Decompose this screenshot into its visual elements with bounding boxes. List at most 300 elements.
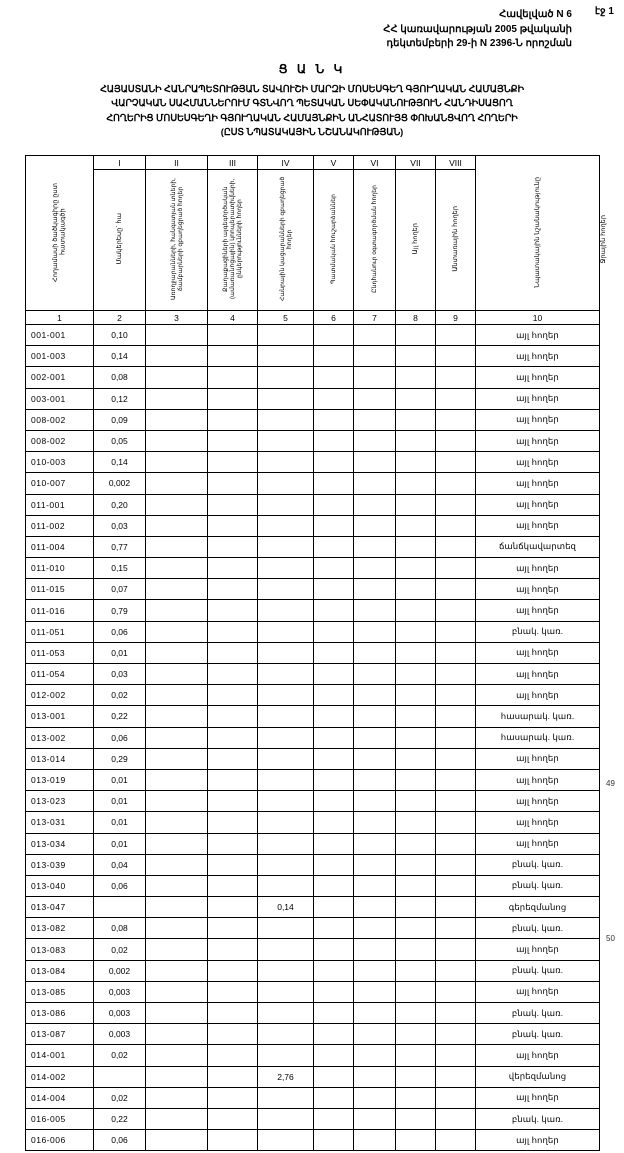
cell-common-use [354, 875, 396, 896]
cell-gardens [208, 642, 258, 663]
cell-common-use [354, 769, 396, 790]
cell-other [396, 960, 436, 981]
cell-area: 0,14 [94, 452, 146, 473]
cell-public-housing [258, 981, 314, 1002]
cell-water [436, 664, 476, 685]
cell-gardens [208, 1066, 258, 1087]
cell-public-housing [258, 515, 314, 536]
cell-monuments [314, 536, 354, 557]
table-row [26, 515, 600, 536]
table-row [26, 685, 600, 706]
cell-code: 011-054 [26, 664, 94, 685]
colnum-4: 4 [208, 311, 258, 325]
colnum-6: 6 [314, 311, 354, 325]
cell-common-use [354, 1003, 396, 1024]
cell-water [436, 1108, 476, 1129]
cell-purpose: գերեզմանոց [476, 897, 600, 918]
subtitle-line-3: ՀՈՂԵՐԻՑ ՄՈՍԵՍԳԵՂԻ ԳՅՈՒՂԱԿԱՆ ՀԱՄԱՅՆՔԻՆ ԱՆՀԱՏՈՒՅՑ ՓՈԽԱՆՑՎՈՂ ՀՈՂԵՐԻ [106, 112, 518, 123]
cell-code: 013-031 [26, 812, 94, 833]
cell-other [396, 558, 436, 579]
cell-purpose: այլ հողեր [476, 515, 600, 536]
cell-code: 013-002 [26, 727, 94, 748]
cell-water [436, 1130, 476, 1151]
cell-code: 011-015 [26, 579, 94, 600]
cell-common-use [354, 1087, 396, 1108]
cell-public-housing [258, 748, 314, 769]
cell-area: 0,79 [94, 600, 146, 621]
page-number: էջ 1 [594, 6, 614, 17]
cell-area: 0,04 [94, 854, 146, 875]
cell-monuments [314, 515, 354, 536]
cell-gardens [208, 325, 258, 346]
cell-area: 0,02 [94, 1087, 146, 1108]
cell-monuments [314, 1024, 354, 1045]
cell-common-use [354, 515, 396, 536]
colnum-8: 8 [396, 311, 436, 325]
cell-gardens [208, 600, 258, 621]
cell-purpose: այլ հողեր [476, 452, 600, 473]
cell-common-use [354, 558, 396, 579]
cell-code: 011-004 [26, 536, 94, 557]
cell-purpose: այլ հողեր [476, 939, 600, 960]
cell-gardens [208, 515, 258, 536]
cell-code: 013-014 [26, 748, 94, 769]
cell-public-housing [258, 430, 314, 451]
cell-common-use [354, 494, 396, 515]
cell-common-use [354, 579, 396, 600]
cell-other [396, 685, 436, 706]
header-label-forest: Անտառային հողեր [451, 206, 459, 272]
cell-public-housing [258, 1045, 314, 1066]
cell-common-use [354, 960, 396, 981]
cell-code: 014-001 [26, 1045, 94, 1066]
cell-area: 0,003 [94, 981, 146, 1002]
cell-purpose: բնակ. կառ. [476, 1024, 600, 1045]
cell-other [396, 600, 436, 621]
cell-gardens [208, 388, 258, 409]
cell-other [396, 388, 436, 409]
cell-other [396, 1130, 436, 1151]
cell-area: 0,06 [94, 1130, 146, 1151]
cell-purpose: բնակ. կառ. [476, 1003, 600, 1024]
cell-monuments [314, 748, 354, 769]
cell-resorts [146, 452, 208, 473]
cell-gardens [208, 1045, 258, 1066]
cell-monuments [314, 409, 354, 430]
cell-public-housing: 0,14 [258, 897, 314, 918]
roman-iv: IV [258, 156, 314, 170]
cell-water [436, 558, 476, 579]
cell-area: 0,22 [94, 1108, 146, 1129]
cell-common-use [354, 388, 396, 409]
cell-area: 0,09 [94, 409, 146, 430]
cell-gardens [208, 558, 258, 579]
cell-common-use [354, 706, 396, 727]
cell-resorts [146, 833, 208, 854]
cell-purpose: այլ հողեր [476, 791, 600, 812]
cell-other [396, 727, 436, 748]
cell-other [396, 875, 436, 896]
cell-water [436, 960, 476, 981]
cell-public-housing [258, 791, 314, 812]
cell-gardens [208, 409, 258, 430]
cell-water [436, 325, 476, 346]
cell-water [436, 642, 476, 663]
cell-area: 0,01 [94, 812, 146, 833]
cell-area: 0,12 [94, 388, 146, 409]
cell-code: 010-007 [26, 473, 94, 494]
cell-area: 0,002 [94, 473, 146, 494]
colnum-9: 9 [436, 311, 476, 325]
cell-code: 013-019 [26, 769, 94, 790]
cell-resorts [146, 918, 208, 939]
cell-public-housing [258, 664, 314, 685]
table-row [26, 769, 600, 790]
cell-purpose: բնակ. կառ. [476, 1108, 600, 1129]
cell-common-use [354, 918, 396, 939]
cell-area: 0,05 [94, 430, 146, 451]
page-title: Ց Ա Ն Կ [278, 62, 346, 76]
cell-resorts [146, 1087, 208, 1108]
cell-public-housing [258, 1087, 314, 1108]
cell-water [436, 854, 476, 875]
cell-purpose: այլ հողեր [476, 833, 600, 854]
cell-code: 003-001 [26, 388, 94, 409]
cell-other [396, 473, 436, 494]
cell-public-housing [258, 727, 314, 748]
cell-gardens [208, 1108, 258, 1129]
cell-resorts [146, 1045, 208, 1066]
cell-monuments [314, 1130, 354, 1151]
table-row [26, 494, 600, 515]
cell-resorts [146, 664, 208, 685]
cell-other [396, 1024, 436, 1045]
cell-water [436, 430, 476, 451]
roman-ii: II [146, 156, 208, 170]
cell-resorts [146, 791, 208, 812]
cell-code: 014-002 [26, 1066, 94, 1087]
cell-monuments [314, 769, 354, 790]
cell-public-housing [258, 939, 314, 960]
header-cell-common-use [354, 170, 396, 311]
cell-area: 0,20 [94, 494, 146, 515]
cell-other [396, 325, 436, 346]
cell-code: 013-085 [26, 981, 94, 1002]
table-row [26, 642, 600, 663]
cell-code: 013-023 [26, 791, 94, 812]
cell-purpose: այլ հողեր [476, 748, 600, 769]
cell-gardens [208, 430, 258, 451]
roman-vii: VII [396, 156, 436, 170]
table-row [26, 854, 600, 875]
cell-gardens [208, 812, 258, 833]
cell-area: 0,29 [94, 748, 146, 769]
cell-purpose: այլ հողեր [476, 642, 600, 663]
cell-monuments [314, 875, 354, 896]
cell-resorts [146, 706, 208, 727]
cell-public-housing [258, 346, 314, 367]
cell-water [436, 515, 476, 536]
header-line-1: Հավելված N 6 [499, 9, 572, 20]
cell-public-housing [258, 1108, 314, 1129]
header-label-purpose: Նպատակային նշանակությունը [533, 176, 541, 288]
cell-common-use [354, 409, 396, 430]
cell-water [436, 621, 476, 642]
cell-resorts [146, 346, 208, 367]
cell-area: 0,77 [94, 536, 146, 557]
cell-code: 008-002 [26, 430, 94, 451]
cell-other [396, 494, 436, 515]
cell-gardens [208, 685, 258, 706]
cell-public-housing [258, 875, 314, 896]
cell-water [436, 727, 476, 748]
cell-resorts [146, 621, 208, 642]
cell-public-housing [258, 473, 314, 494]
cell-area: 0,08 [94, 367, 146, 388]
cell-other [396, 536, 436, 557]
header-cell-resorts [146, 170, 208, 311]
cell-other [396, 812, 436, 833]
cell-monuments [314, 685, 354, 706]
cell-purpose: այլ հողեր [476, 685, 600, 706]
cell-common-use [354, 367, 396, 388]
cell-public-housing [258, 409, 314, 430]
cell-water [436, 706, 476, 727]
cell-water [436, 939, 476, 960]
cell-common-use [354, 854, 396, 875]
cell-water [436, 1045, 476, 1066]
colnum-2: 2 [94, 311, 146, 325]
colnum-7: 7 [354, 311, 396, 325]
cell-purpose: այլ հողեր [476, 346, 600, 367]
table-row [26, 918, 600, 939]
cell-resorts [146, 642, 208, 663]
header-label-other: Այլ հողեր [411, 223, 419, 255]
cell-gardens [208, 791, 258, 812]
roman-numeral-row [26, 156, 600, 170]
cell-gardens [208, 621, 258, 642]
cell-code: 001-003 [26, 346, 94, 367]
cell-other [396, 1003, 436, 1024]
cell-code: 013-083 [26, 939, 94, 960]
cell-purpose: այլ հողեր [476, 367, 600, 388]
cell-other [396, 939, 436, 960]
cell-other [396, 621, 436, 642]
cell-resorts [146, 1130, 208, 1151]
cell-common-use [354, 1130, 396, 1151]
cell-monuments [314, 367, 354, 388]
cell-code: 011-010 [26, 558, 94, 579]
cell-water [436, 918, 476, 939]
cell-purpose: այլ հողեր [476, 1045, 600, 1066]
cell-gardens [208, 367, 258, 388]
cell-monuments [314, 897, 354, 918]
cell-area: 0,03 [94, 515, 146, 536]
subtitle-line-4: (ԸՍՏ ՆՊԱՏԱԿԱՅԻՆ ՆՇԱՆԱԿՈՒԹՅԱՆ) [220, 127, 404, 138]
table-row [26, 1130, 600, 1151]
cell-code: 016-005 [26, 1108, 94, 1129]
cell-resorts [146, 409, 208, 430]
cell-code: 011-051 [26, 621, 94, 642]
cell-monuments [314, 833, 354, 854]
cell-public-housing [258, 579, 314, 600]
cell-monuments [314, 918, 354, 939]
cell-water [436, 600, 476, 621]
cell-code: 011-016 [26, 600, 94, 621]
header-cell-code [26, 156, 94, 311]
cell-public-housing [258, 642, 314, 663]
cell-purpose: այլ հողեր [476, 664, 600, 685]
cell-gardens [208, 473, 258, 494]
table-row [26, 346, 600, 367]
cell-purpose: այլ հողեր [476, 325, 600, 346]
cell-other [396, 1045, 436, 1066]
cell-other [396, 1087, 436, 1108]
cell-gardens [208, 664, 258, 685]
cell-resorts [146, 981, 208, 1002]
cell-other [396, 981, 436, 1002]
cell-resorts [146, 515, 208, 536]
header-label-code: Հողամասի ծածկագիրը ըստ հատակագծի [51, 182, 67, 282]
cell-resorts [146, 1003, 208, 1024]
table-body [26, 325, 600, 1151]
cell-monuments [314, 600, 354, 621]
cell-common-use [354, 642, 396, 663]
cell-area: 0,10 [94, 325, 146, 346]
cell-code: 013-086 [26, 1003, 94, 1024]
cell-resorts [146, 685, 208, 706]
cell-public-housing [258, 918, 314, 939]
cell-public-housing [258, 600, 314, 621]
cell-purpose: այլ հողեր [476, 430, 600, 451]
cell-monuments [314, 642, 354, 663]
cell-gardens [208, 1130, 258, 1151]
cell-resorts [146, 897, 208, 918]
cell-monuments [314, 1087, 354, 1108]
table-row [26, 812, 600, 833]
cell-gardens [208, 748, 258, 769]
cell-code: 013-087 [26, 1024, 94, 1045]
cell-gardens [208, 854, 258, 875]
cell-area: 0,01 [94, 642, 146, 663]
cell-area: 0,01 [94, 791, 146, 812]
table-row [26, 1066, 600, 1087]
cell-purpose: բնակ. կառ. [476, 875, 600, 896]
table-row [26, 1045, 600, 1066]
cell-other [396, 833, 436, 854]
column-number-row [26, 311, 600, 325]
cell-water [436, 409, 476, 430]
cell-gardens [208, 1024, 258, 1045]
table-row [26, 621, 600, 642]
subtitle-line-2: ՎԱՐՉԱԿԱՆ ՍԱՀՄԱՆՆԵՐՈՒՄ ԳՏՆՎՈՂ ՊԵՏԱԿԱՆ ՍԵՓԱԿԱՆՈՒԹՅՈՒՆ ՀԱՆԴԻՍԱՑՈՂ [111, 98, 513, 109]
cell-monuments [314, 664, 354, 685]
cell-gardens [208, 897, 258, 918]
cell-code: 011-001 [26, 494, 94, 515]
cell-code: 014-004 [26, 1087, 94, 1108]
document-header [383, 8, 572, 52]
cell-monuments [314, 494, 354, 515]
cell-other [396, 430, 436, 451]
cell-purpose: բնակ. կառ. [476, 960, 600, 981]
cell-other [396, 791, 436, 812]
cell-code: 013-084 [26, 960, 94, 981]
header-label-water: Ջրային հողեր [600, 214, 607, 264]
cell-monuments [314, 1003, 354, 1024]
cell-gardens [208, 1003, 258, 1024]
cell-resorts [146, 875, 208, 896]
colnum-1: 1 [26, 311, 94, 325]
cell-common-use [354, 833, 396, 854]
table-row [26, 875, 600, 896]
cell-public-housing [258, 325, 314, 346]
cell-water [436, 367, 476, 388]
cell-resorts [146, 769, 208, 790]
cell-resorts [146, 536, 208, 557]
table-row [26, 981, 600, 1002]
cell-purpose: այլ հողեր [476, 579, 600, 600]
side-mark: 49 [606, 779, 615, 788]
cell-purpose: այլ հողեր [476, 494, 600, 515]
cell-water [436, 875, 476, 896]
cell-other [396, 897, 436, 918]
cell-purpose: վերեզմանոց [476, 1066, 600, 1087]
cell-code: 008-002 [26, 409, 94, 430]
cell-monuments [314, 706, 354, 727]
cell-common-use [354, 727, 396, 748]
table-row [26, 1108, 600, 1129]
cell-purpose: այլ հողեր [476, 409, 600, 430]
cell-area: 0,02 [94, 685, 146, 706]
colnum-5: 5 [258, 311, 314, 325]
cell-gardens [208, 579, 258, 600]
cell-gardens [208, 706, 258, 727]
cell-purpose: այլ հողեր [476, 1130, 600, 1151]
roman-iii: III [208, 156, 258, 170]
cell-code: 013-082 [26, 918, 94, 939]
cell-common-use [354, 812, 396, 833]
table-row [26, 706, 600, 727]
table-row [26, 1087, 600, 1108]
table-row [26, 452, 600, 473]
cell-area: 0,15 [94, 558, 146, 579]
table-row [26, 536, 600, 557]
header-line-3: դեկտեմբերի 29-ի N 2396-Ն որոշման [386, 38, 572, 49]
cell-common-use [354, 1024, 396, 1045]
header-label-area: Մակերեսը` հա [115, 213, 123, 265]
cell-area: 0,01 [94, 833, 146, 854]
cell-area: 0,06 [94, 875, 146, 896]
cell-water [436, 388, 476, 409]
cell-common-use [354, 325, 396, 346]
cell-resorts [146, 579, 208, 600]
cell-monuments [314, 960, 354, 981]
cell-gardens [208, 918, 258, 939]
cell-common-use [354, 939, 396, 960]
cell-area: 0,06 [94, 621, 146, 642]
cell-common-use [354, 685, 396, 706]
cell-code: 013-040 [26, 875, 94, 896]
cell-resorts [146, 939, 208, 960]
table-row [26, 388, 600, 409]
cell-code: 012-002 [26, 685, 94, 706]
cell-public-housing [258, 367, 314, 388]
cell-public-housing [258, 494, 314, 515]
header-cell-purpose [476, 156, 600, 311]
table-row [26, 325, 600, 346]
cell-purpose: ճանճկավարտեզ [476, 536, 600, 557]
cell-public-housing [258, 854, 314, 875]
